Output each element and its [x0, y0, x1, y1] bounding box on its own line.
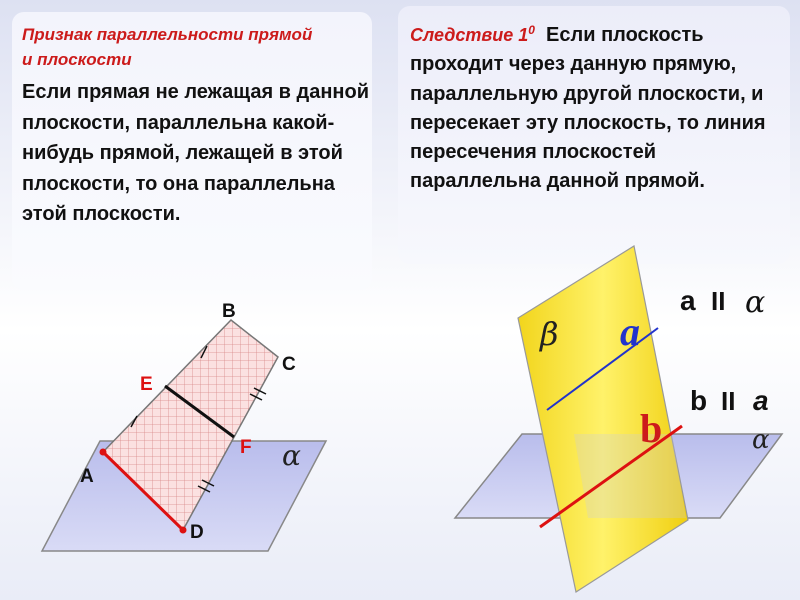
theorem-title: Признак параллельности прямой и плоскости	[22, 25, 313, 69]
label-alpha-right: α	[752, 425, 770, 455]
label-line-b: b	[640, 406, 663, 451]
plane-alpha-overlap	[574, 434, 686, 518]
relation2-left: b	[690, 385, 708, 416]
relation1-right: α	[745, 285, 766, 320]
relation-b-parallel-a	[690, 385, 769, 416]
corollary-label-text: Следствие 1	[410, 25, 529, 45]
label-beta: β	[540, 315, 559, 353]
left-figure	[42, 301, 326, 551]
point-d	[180, 527, 187, 534]
relation2-symbol: II	[721, 386, 736, 416]
corollary-body: Если плоскость проходит через данную прямую, параллельную другой плоскости, и пересекает эту плоскость, то линия пересечения плоскостей параллельна данной прямой.	[410, 24, 766, 193]
point-a	[100, 449, 107, 456]
relation1-left: a	[680, 285, 696, 316]
label-d: D	[190, 522, 204, 543]
label-alpha-left: α	[282, 439, 301, 472]
label-f: F	[240, 437, 252, 458]
plane-beta	[518, 246, 688, 592]
label-a: A	[80, 466, 94, 487]
relation1-symbol: II	[711, 286, 726, 316]
relation2-right: a	[753, 385, 769, 416]
label-c: C	[282, 354, 296, 375]
right-figure	[455, 246, 782, 592]
theorem-text: Если прямая не лежащая в данной плоскости, параллельна какой-нибудь прямой, лежащей в этой плоскости, то она параллельна этой плоскости.	[22, 81, 370, 225]
label-e: E	[140, 374, 153, 395]
corollary-label-sup: 0	[528, 23, 535, 37]
label-b: B	[222, 301, 236, 322]
label-line-a: a	[620, 309, 640, 354]
relation-a-parallel-alpha	[680, 285, 765, 320]
